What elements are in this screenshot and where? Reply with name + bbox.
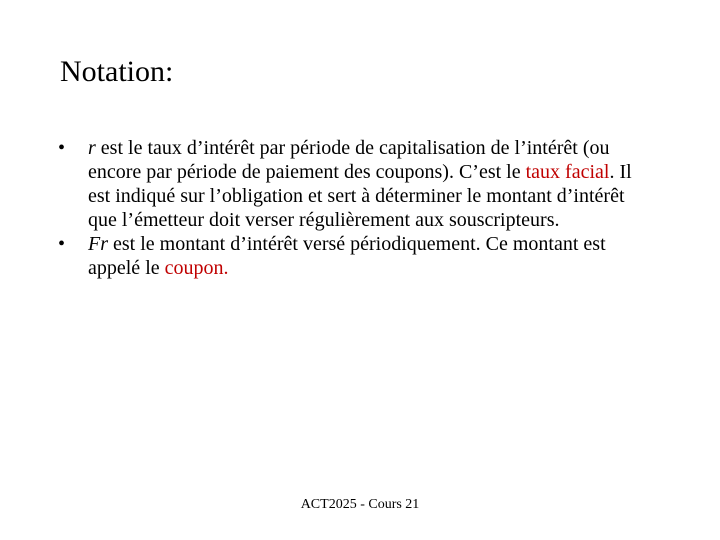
- bullet-list: [58, 136, 658, 280]
- bullet-item-fr: [58, 232, 658, 280]
- math-symbol: r: [88, 137, 96, 159]
- highlight-term: coupon.: [164, 257, 229, 279]
- bullet-item-r: [58, 136, 658, 232]
- bullet-text: . Il est indiqué sur l’obligation et sert à déterminer le montant d’intérêt que l’émetteur doit verser régulièrement aux souscripteurs.: [88, 161, 632, 231]
- bullet-text: est le montant d’intérêt versé périodiquement. Ce montant est appelé le: [88, 233, 606, 279]
- bullet-icon: •: [58, 233, 66, 255]
- math-symbol: Fr: [88, 233, 108, 255]
- slide-footer: ACT2025 - Cours 21: [300, 497, 420, 512]
- highlight-term: taux facial: [525, 161, 610, 183]
- bullet-text: est le taux d’intérêt par période de capitalisation de l’intérêt (ou encore par période de paiement des coupons). C’est le: [88, 137, 610, 183]
- bullet-icon: •: [58, 137, 66, 159]
- slide-title: Notation:: [60, 55, 174, 88]
